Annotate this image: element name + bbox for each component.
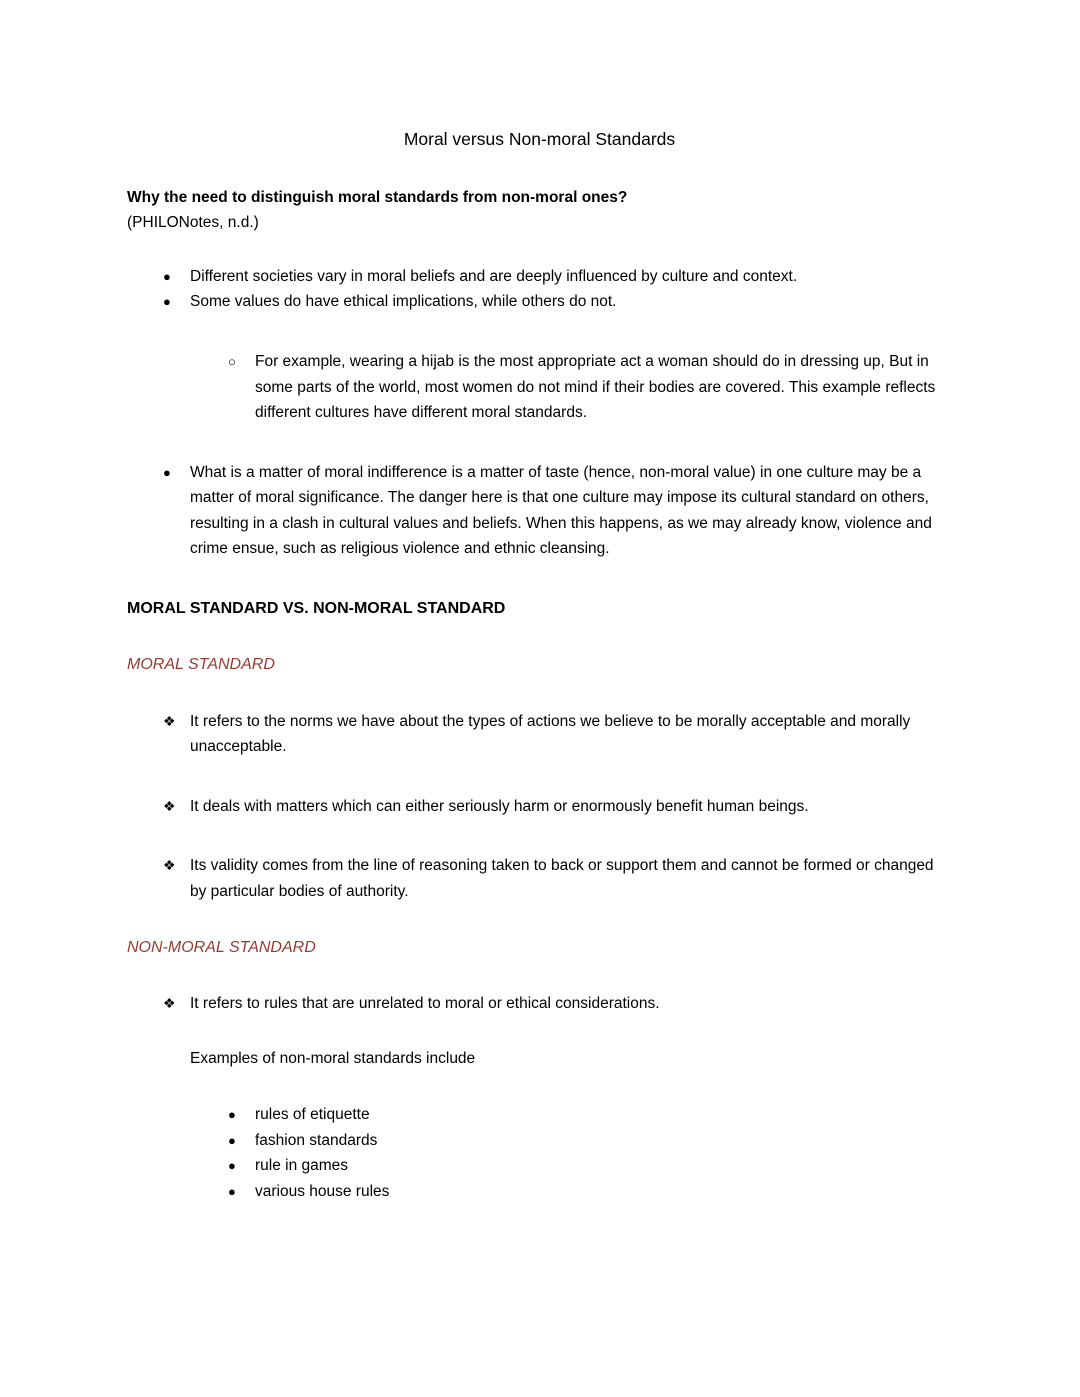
examples-intro: Examples of non-moral standards include (190, 1050, 476, 1068)
list-item (127, 460, 952, 562)
list-item-text: rules of etiquette (255, 1106, 370, 1124)
diamond-bullet-icon: ❖ (163, 712, 176, 729)
bullet-icon: ● (228, 1132, 236, 1148)
list-item-text: Different societies vary in moral beliefs and are deeply influenced by culture and context. (190, 267, 798, 285)
list-item (127, 794, 952, 820)
list-item (127, 264, 952, 290)
list-item (127, 1179, 952, 1205)
page-title: Moral versus Non-moral Standards (403, 129, 676, 149)
question-heading: Why the need to distinguish moral standards from non-moral ones? (127, 188, 628, 206)
moral-standard-list (127, 709, 952, 905)
list-item-text: It refers to the norms we have about the types of actions we believe to be morally acceptable and morally unacceptable. (190, 712, 911, 756)
bullet-icon: ● (228, 1183, 236, 1199)
list-item-text: What is a matter of moral indifference is a matter of taste (hence, non-moral value) in one culture may be a matter of moral significance. The danger here is that one culture may impose its cultural standard on others, resulting in a clash in cultural values and beliefs. When this happens, as we may already know, violence and crime ensue, such as religious violence and ethnic cleansing. (190, 463, 932, 558)
intro-bullet-list (127, 264, 952, 315)
examples-list (127, 1102, 952, 1204)
section-heading: MORAL STANDARD VS. NON-MORAL STANDARD (127, 599, 506, 617)
list-item-text: Its validity comes from the line of reasoning taken to back or support them and cannot be formed or changed by particular bodies of authority. (190, 857, 934, 900)
bullet-icon: ● (228, 1158, 236, 1174)
diamond-bullet-icon: ❖ (163, 797, 176, 814)
bullet-icon: ● (228, 1107, 236, 1123)
moral-standard-heading: MORAL STANDARD (127, 656, 275, 674)
citation: (PHILONotes, n.d.) (127, 214, 259, 232)
bullet-icon: ● (163, 268, 171, 284)
nonmoral-standard-heading: NON-MORAL STANDARD (127, 938, 316, 956)
list-item-text: It refers to rules that are unrelated to moral or ethical considerations. (190, 994, 660, 1012)
list-item-text: It deals with matters which can either seriously harm or enormously benefit human beings. (190, 797, 809, 815)
list-item-text: fashion standards (255, 1131, 378, 1149)
list-item (127, 289, 952, 315)
nonmoral-standard-list (127, 991, 952, 1017)
list-item-text: Some values do have ethical implications, while others do not. (190, 293, 617, 311)
diamond-bullet-icon: ❖ (163, 857, 176, 874)
list-item (127, 1102, 952, 1128)
list-item (127, 349, 952, 426)
list-item (127, 1128, 952, 1154)
bullet-icon: ● (163, 294, 171, 310)
list-item-text: For example, wearing a hijab is the most appropriate act a woman should do in dressing up, But in some parts of the world, most women do not mind if their bodies are covered. This example reflects different cultures have different moral standards. (255, 353, 936, 422)
list-item (127, 709, 952, 760)
diamond-bullet-icon: ❖ (163, 994, 176, 1011)
list-item (127, 853, 952, 904)
list-item (127, 991, 952, 1017)
example-sub-list (127, 349, 952, 426)
indifference-bullet-list (127, 460, 952, 562)
bullet-icon: ● (163, 464, 171, 480)
list-item-text: rule in games (255, 1157, 349, 1175)
circle-bullet-icon: ○ (228, 354, 236, 369)
list-item (127, 1153, 952, 1179)
list-item-text: various house rules (255, 1182, 390, 1200)
